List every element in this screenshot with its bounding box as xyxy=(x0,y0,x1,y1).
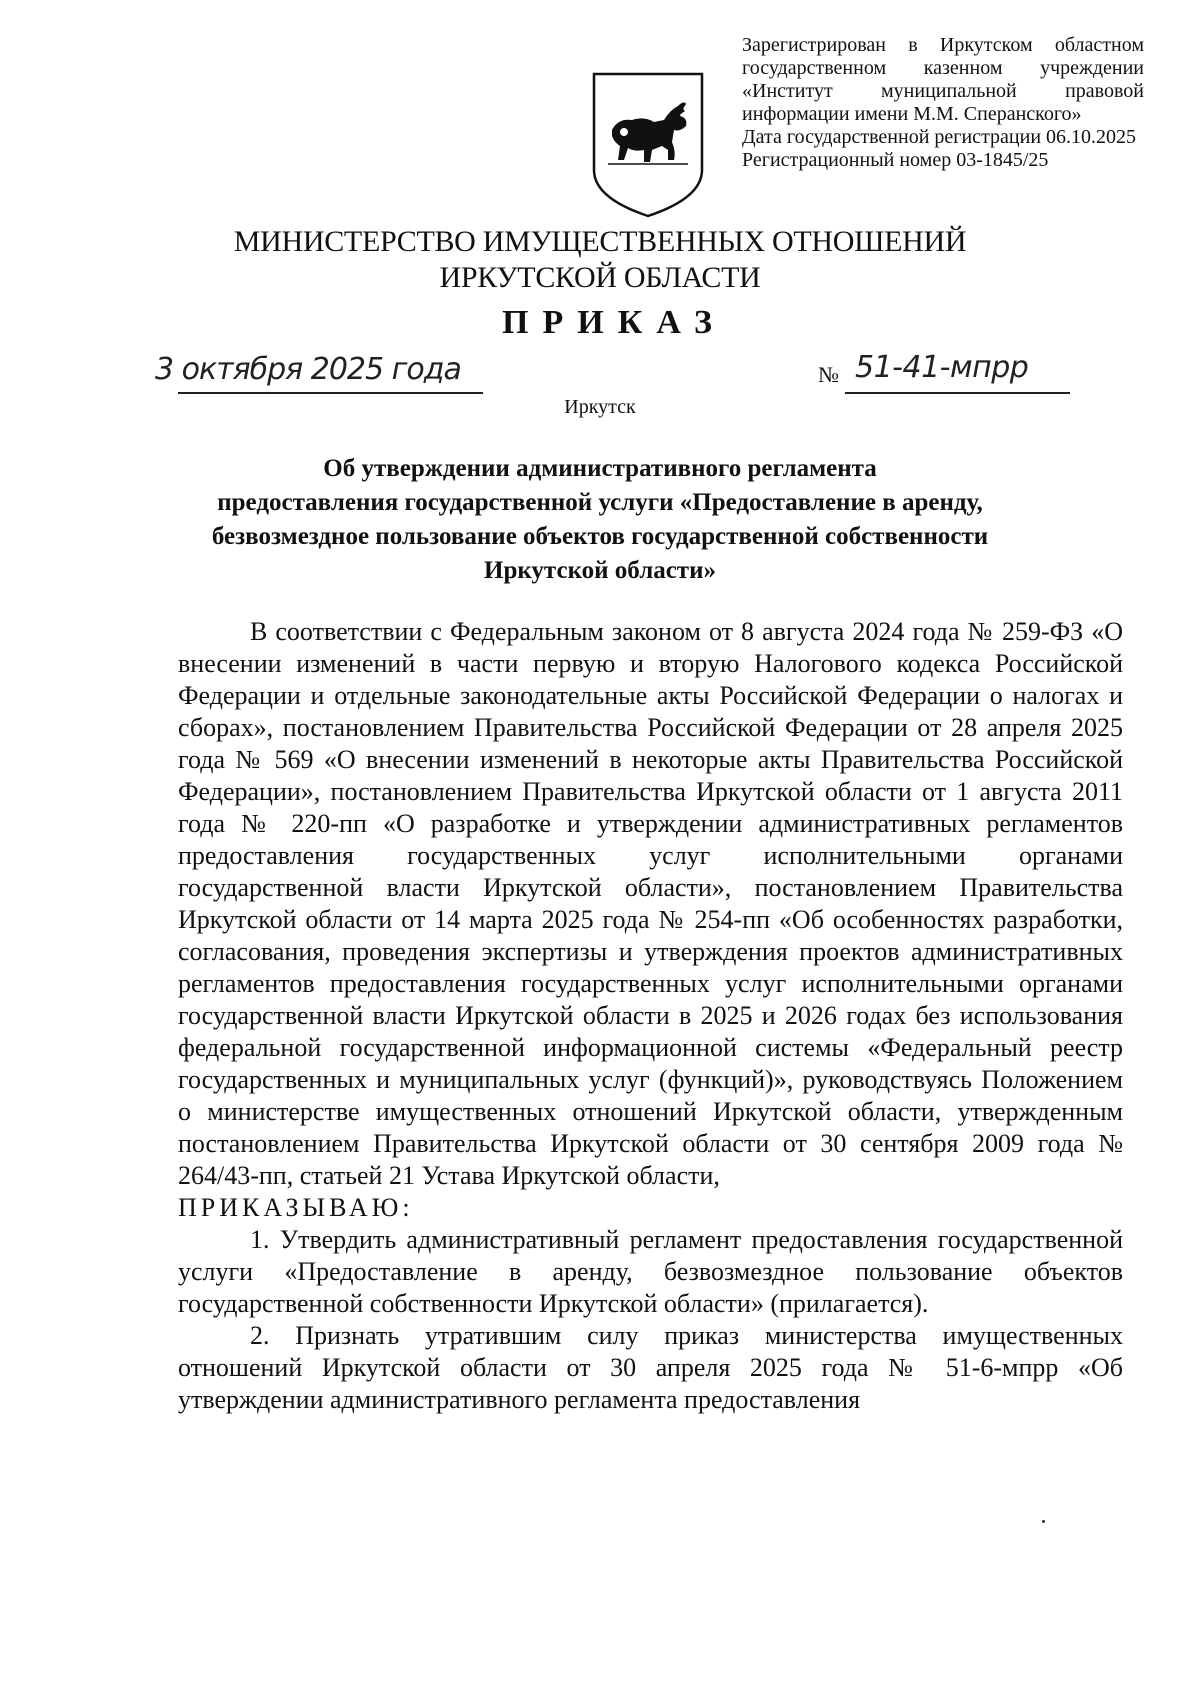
registration-line: государственном казенном учреждении xyxy=(742,57,1144,79)
registration-note xyxy=(742,34,1144,172)
number-label: № xyxy=(818,362,839,387)
registration-line: Зарегистрирован в Иркутском областном xyxy=(742,34,1144,56)
registration-number: Регистрационный номер 03-1845/25 xyxy=(742,149,1049,171)
ministry-line: ИРКУТСКОЙ ОБЛАСТИ xyxy=(439,261,761,294)
ministry-name xyxy=(0,224,1200,296)
order-title xyxy=(160,452,1040,588)
ministry-line: МИНИСТЕРСТВО ИМУЩЕСТВЕННЫХ ОТНОШЕНИЙ xyxy=(233,225,967,258)
irkutsk-coat-of-arms-icon xyxy=(588,70,708,220)
order-number-handwritten: 51-41-мпрр xyxy=(855,350,1029,385)
order-date-handwritten: 3 октября 2025 года xyxy=(155,352,461,387)
title-line: безвозмездное пользование объектов государственной собственности xyxy=(211,523,989,550)
registration-line: информации имени М.М. Сперанского» xyxy=(742,103,1082,125)
scan-speck xyxy=(1042,1520,1045,1523)
registration-line: «Институт муниципальной правовой xyxy=(742,80,1144,102)
number-underline xyxy=(845,392,1070,394)
order-item-1: 1. Утвердить административный регламент предоставления государственной услуги «Предоставление в аренду, безвозмездное пользование объектов государственной собственности Иркутской области» (прилагается). xyxy=(178,1225,1123,1318)
date-underline xyxy=(178,392,483,394)
title-line: предоставления государственной услуги «Предоставление в аренду, xyxy=(217,489,983,516)
preamble-paragraph: В соответствии с Федеральным законом от 8 августа 2024 года № 259-ФЗ «О внесении изменений в части первую и вторую Налогового кодекса Российской Федерации и отдельные законодательные акты Российской Федерации о налогах и сборах», постановлением Правительства Российской Федерации от 28 апреля 2025 года № 569 «О внесении изменений в некоторые акты Правительства Российской Федерации», постановлением Правительства Иркутской области от 1 августа 2011 года № 220-пп «О разработке и утверждении административных регламентов предоставления государственных услуг исполнительными органами государственной власти Иркутской области», постановлением Правительства Иркутской области от 14 марта 2025 года № 254-пп «Об особенностях разработки, согласования, проведения экспертизы и утверждения проектов административных регламентов предоставления государственных услуг исполнительными органами государственной власти Иркутской области в 2025 и 2026 годах без использования федеральной государственной информационной системы «Федеральный реестр государственных и муниципальных услуг (функций)», руководствуясь Положением о министерстве имущественных отношений Иркутской области, утвержденным постановлением Правительства Иркутской области от 30 сентября 2009 года № 264/43-пп, статьей 21 Устава Иркутской области, xyxy=(178,617,1123,1190)
title-line: Об утверждении административного регламента xyxy=(323,455,877,482)
order-body xyxy=(178,616,1123,1416)
order-item-2: 2. Признать утратившим силу приказ министерства имущественных отношений Иркутской области от 30 апреля 2025 года № 51-6-мпрр «Об утверждении административного регламента предоставления xyxy=(178,1321,1123,1414)
document-type-heading: ПРИКАЗ xyxy=(502,304,726,341)
order-directive-word: ПРИКАЗЫВАЮ: xyxy=(178,1193,414,1222)
title-line: Иркутской области» xyxy=(484,557,716,584)
city-name: Иркутск xyxy=(564,396,636,418)
registration-date: Дата государственной регистрации 06.10.2025 xyxy=(742,126,1137,148)
